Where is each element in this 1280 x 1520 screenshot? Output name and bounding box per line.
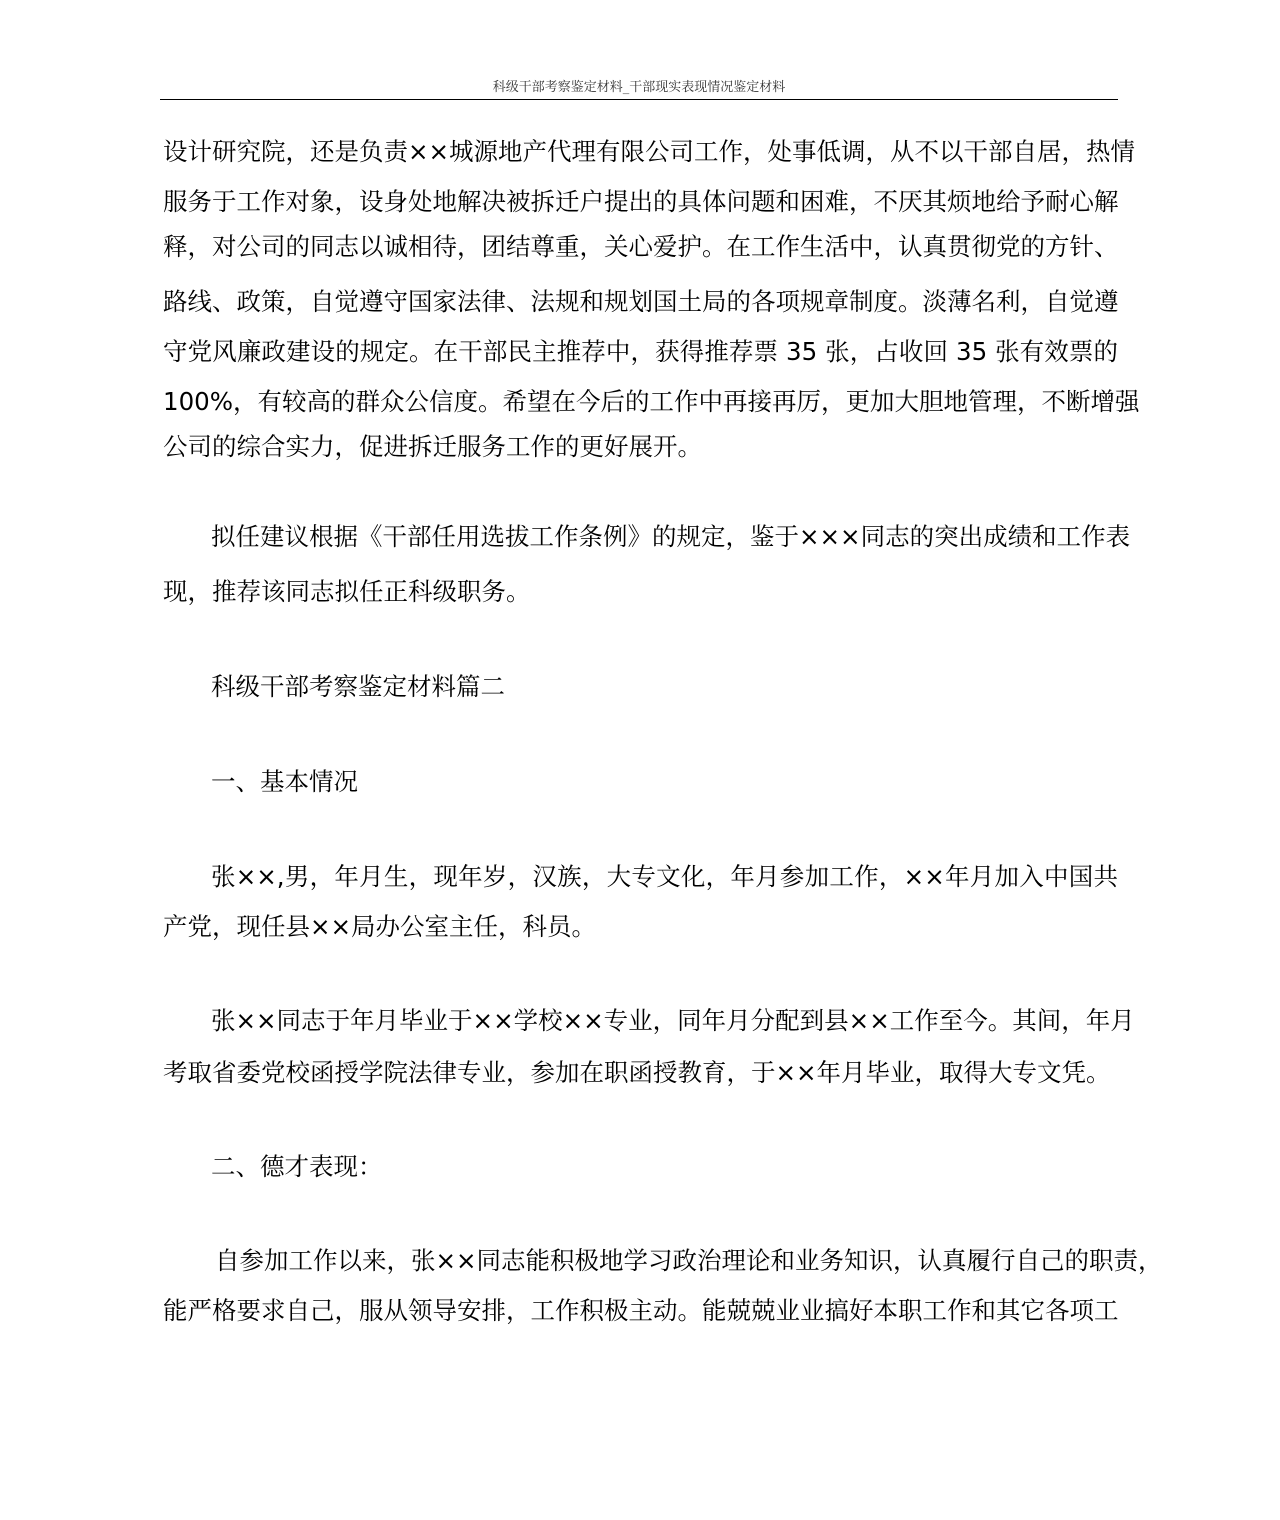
paragraph-1-line-2: 服务于工作对象，设身处地解决被拆迁户提出的具体问题和困难，不厌其烦地给予耐心解 xyxy=(163,187,1119,216)
paragraph-2-line-2: 现，推荐该同志拟任正科级职务。 xyxy=(163,577,531,606)
education-line-2: 考取省委党校函授学院法律专业，参加在职函授教育，于××年月毕业，取得大专文凭。 xyxy=(163,1058,1111,1087)
education-line-1: 张××同志于年月毕业于××学校××专业，同年月分配到县××工作至今。其间，年月 xyxy=(211,1006,1135,1035)
section-title: 科级干部考察鉴定材料篇二 xyxy=(211,672,505,701)
paragraph-1-line-6: 100%，有较高的群众公信度。希望在今后的工作中再接再厉，更加大胆地管理，不断增强 xyxy=(163,387,1140,416)
heading-basic-info: 一、基本情况 xyxy=(211,767,358,796)
paragraph-1-line-7: 公司的综合实力，促进拆迁服务工作的更好展开。 xyxy=(163,432,702,461)
paragraph-1-line-5: 守党风廉政建设的规定。在干部民主推荐中，获得推荐票 35 张，占收回 35 张有效票的 xyxy=(163,337,1118,366)
header-divider xyxy=(160,99,1118,100)
running-header: 科级干部考察鉴定材料_干部现实表现情况鉴定材料 xyxy=(492,80,786,95)
paragraph-2-line-1: 拟任建议根据《干部任用选拔工作条例》的规定，鉴于×××同志的突出成绩和工作表 xyxy=(211,522,1131,551)
heading-performance: 二、德才表现： xyxy=(211,1152,383,1181)
basic-info-line-1: 张××,男，年月生，现年岁，汉族，大专文化，年月参加工作，××年月加入中国共 xyxy=(211,862,1118,891)
paragraph-1-line-4: 路线、政策，自觉遵守国家法律、法规和规划国土局的各项规章制度。淡薄名利，自觉遵 xyxy=(163,287,1119,316)
basic-info-line-2: 产党，现任县××局办公室主任，科员。 xyxy=(163,912,597,941)
paragraph-1-line-1: 设计研究院，还是负责××城源地产代理有限公司工作，处事低调，从不以干部自居，热情 xyxy=(163,137,1136,166)
performance-line-1: 自参加工作以来，张××同志能积极地学习政治理论和业务知识，认真履行自己的职责， xyxy=(215,1246,1163,1275)
performance-line-2: 能严格要求自己，服从领导安排，工作积极主动。能兢兢业业搞好本职工作和其它各项工 xyxy=(163,1296,1119,1325)
paragraph-1-line-3: 释，对公司的同志以诚相待，团结尊重，关心爱护。在工作生活中，认真贯彻党的方针、 xyxy=(163,232,1119,261)
